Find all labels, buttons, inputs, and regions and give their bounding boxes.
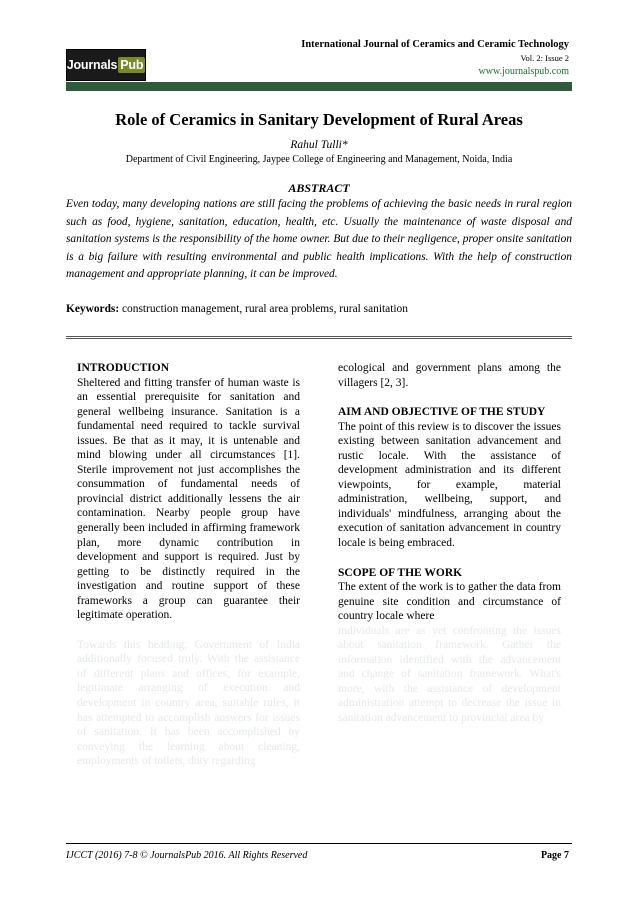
journal-name: International Journal of Ceramics and Ceramic Technology <box>301 39 569 50</box>
introduction-text: Sheltered and fitting transfer of human waste is an essential prerequisite for sanitation and general wellbeing insurance. Sanitation is a fundamental need required to tackle survival issues. Be that as it may, it is untenable and mind blowing under all circumstances [1]. Sterile improvement not just accomplishes the consummation of fundamental needs of provincial district additionally lessens the air contamination. Nearby people group have generally been included in affirming framework plan, more dynamic contribution in development and support is required. Just by getting to be distinctly required in the investigation and routine support of these frameworks a group can guarantee their legitimate operation. <box>77 376 300 622</box>
header-bar <box>66 82 572 91</box>
logo-text <box>67 58 146 72</box>
right-column <box>338 361 561 726</box>
footer-rule <box>66 843 572 844</box>
section-divider <box>66 336 572 339</box>
introduction-faint-text: Towards this heading, Government of India additionally focused truly. With the assistance of different plans and offices, for example, legitimate arranging of execution and development in country area, suitable rules, it has attempted to accomplish answers for issues of sanitation. It has been accomplished by conveying the learning about cleaning, employments of toilets, duty regarding <box>77 638 300 768</box>
logo-text-main: Journals <box>66 58 118 72</box>
page-number: Page 7 <box>540 850 569 861</box>
logo-text-accent: Pub <box>120 58 144 72</box>
aim-objective-heading: AIM AND OBJECTIVE OF THE STUDY <box>338 406 546 419</box>
left-column <box>77 361 300 769</box>
keywords-list: construction management, rural area problems, rural sanitation <box>119 303 408 315</box>
journalspub-logo <box>66 49 146 81</box>
keywords-label: Keywords: <box>66 303 120 315</box>
volume-issue: Vol. 2: Issue 2 <box>520 53 569 63</box>
introduction-continued-text: ecological and government plans among the villagers [2, 3]. <box>338 362 561 389</box>
introduction-heading: INTRODUCTION <box>77 362 170 374</box>
abstract-heading: ABSTRACT <box>288 181 350 195</box>
footer-citation: IJCCT (2016) 7-8 © JournalsPub 2016. All Rights Reserved <box>66 850 308 861</box>
journal-website-link[interactable]: www.journalspub.com <box>478 66 569 77</box>
author-name: Rahul Tulli* <box>290 139 348 151</box>
scope-faint-text: individuals are as yet confronting the issues about sanitation framework. Gather the information identified with the advancement and change of sanitation framework. What's more, with the assistance of development administration attempt to decrease the issue in sanitation advancement to provincial area by <box>338 624 561 725</box>
scope-heading: SCOPE OF THE WORK <box>338 566 463 579</box>
article-title: Role of Ceramics in Sanitary Development of Rural Areas <box>115 110 523 129</box>
aim-objective-text: The point of this review is to discover the issues existing between sanitation advancement and rustic locale. With the assistance of development administration and its different viewpoints, for example, material administration, wellbeing, support, and individuals' mindfulness, arranging about the execution of sanitation advancement in country locale is being embraced. <box>338 420 561 550</box>
keywords <box>66 303 572 315</box>
abstract-text: Even today, many developing nations are still facing the problems of achieving the basic needs in rural region such as food, hygiene, sanitation, education, health, etc. Usually the maintenance of waste disposal and sanitation systems is the responsibility of the home owner. But due to their negligence, proper onsite sanitation is a big failure with resulting environmental and public health implications. With the help of construction management and appropriate planning, it can be improved. <box>66 198 572 280</box>
author-affiliation: Department of Civil Engineering, Jaypee College of Engineering and Management, Noida, India <box>125 154 513 165</box>
scope-text: The extent of the work is to gather the data from genuine site condition and circumstance of country locale where <box>338 581 561 623</box>
